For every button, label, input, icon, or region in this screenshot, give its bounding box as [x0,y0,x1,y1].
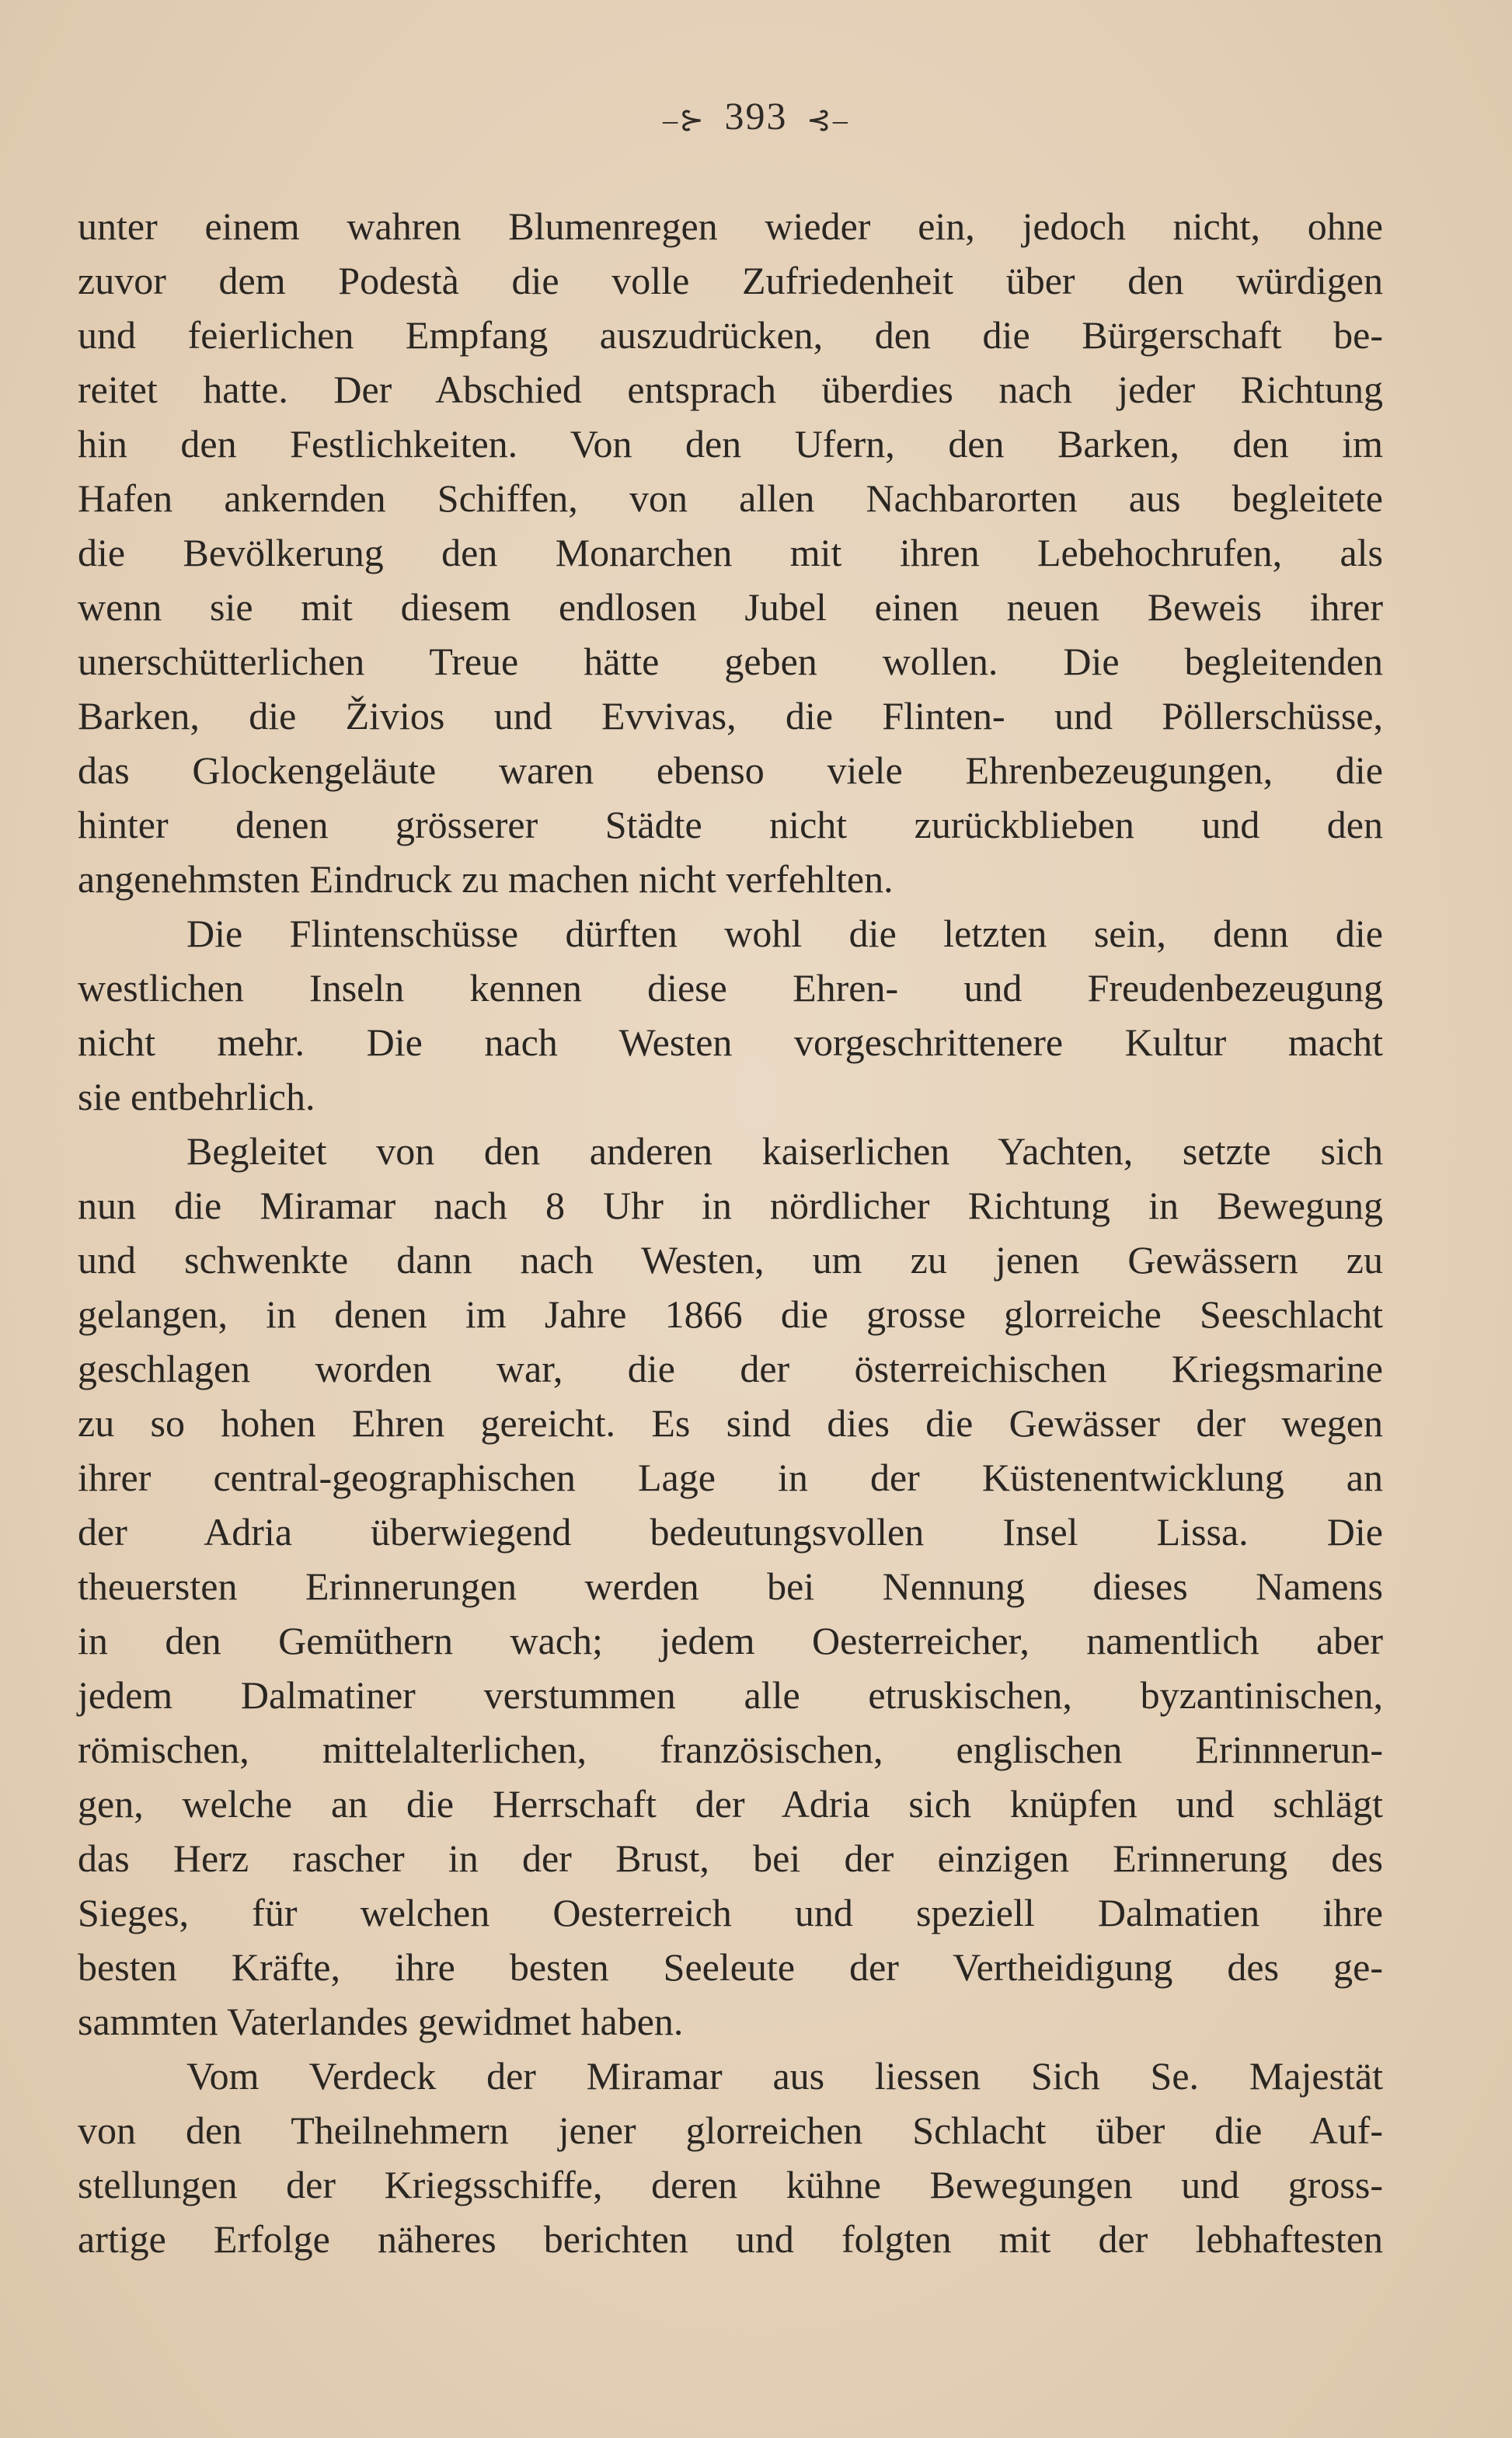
body-text [78,199,1383,2266]
text-line: die Bevölkerung den Monarchen mit ihren Lebehochrufen, als [78,531,1383,574]
text-line: westlichen Inseln kennen diese Ehren- und Freudenbezeugung [78,966,1383,1010]
text-line: Die Flintenschüsse dürften wohl die letzten sein, denn die [186,912,1383,955]
text-line: das Herz rascher in der Brust, bei der einzigen Erinnerung des [78,1836,1383,1880]
text-line: zuvor dem Podestà die volle Zufriedenheit über den würdigen [78,259,1383,302]
text-line: hinter denen grösserer Städte nicht zurückblieben und den [78,803,1383,846]
text-line: angenehmsten Eindruck zu machen nicht verfehlten. [78,857,894,901]
text-line: Barken, die Živios und Evvivas, die Flinten- und Pöllerschüsse, [78,694,1383,738]
text-line: hin den Festlichkeiten. Von den Ufern, den Barken, den im [78,422,1383,466]
text-line: geschlagen worden war, die der österreichischen Kriegsmarine [78,1347,1383,1390]
text-line: von den Theilnehmern jener glorreichen Schlacht über die Auf- [78,2108,1383,2152]
text-line: reitet hatte. Der Abschied entsprach überdies nach jeder Richtung [78,368,1383,411]
text-line: Vom Verdeck der Miramar aus liessen Sich Se. Majestät [186,2054,1383,2098]
text-line: unerschütterlichen Treue hätte geben wollen. Die begleitenden [78,640,1383,683]
text-line: Hafen ankernden Schiffen, von allen Nachbarorten aus begleitete [78,476,1383,520]
text-line: in den Gemüthern wach; jedem Oesterreicher, namentlich aber [78,1619,1383,1662]
text-line: sammten Vaterlandes gewidmet haben. [78,2000,684,2043]
text-line: sie entbehrlich. [78,1075,315,1118]
text-line: und feierlichen Empfang auszudrücken, den die Bürgerschaft be- [78,313,1383,357]
text-line: theuersten Erinnerungen werden bei Nennung dieses Namens [78,1564,1383,1608]
page-number: 393 [724,94,788,138]
page-header [0,93,1512,138]
text-line: das Glockengeläute waren ebenso viele Ehrenbezeugungen, die [78,748,1383,792]
text-line: artige Erfolge näheres berichten und folgten mit der lebhaftesten [78,2217,1383,2261]
text-line: gelangen, in denen im Jahre 1866 die grosse glorreiche Seeschlacht [78,1292,1383,1336]
text-line: zu so hohen Ehren gereicht. Es sind dies die Gewässer der wegen [78,1401,1383,1445]
text-line: römischen, mittelalterlichen, französischen, englischen Erinnnerun- [78,1728,1383,1771]
text-line: stellungen der Kriegsschiffe, deren kühne Bewegungen und gross- [78,2163,1383,2206]
text-line: unter einem wahren Blumenregen wieder ein, jedoch nicht, ohne [78,204,1383,248]
ornament-right-icon: ⊰– [807,104,849,138]
ornament-left-icon: –⊱ [663,104,705,138]
text-line: wenn sie mit diesem endlosen Jubel einen neuen Beweis ihrer [78,585,1383,629]
text-line: nicht mehr. Die nach Westen vorgeschrittenere Kultur macht [78,1020,1383,1064]
text-line: gen, welche an die Herrschaft der Adria sich knüpfen und schlägt [78,1782,1383,1826]
text-line: und schwenkte dann nach Westen, um zu jenen Gewässern zu [78,1238,1383,1282]
text-line: Begleitet von den anderen kaiserlichen Yachten, setzte sich [186,1129,1383,1173]
text-line: besten Kräfte, ihre besten Seeleute der Vertheidigung des ge- [78,1945,1383,1989]
text-line: der Adria überwiegend bedeutungsvollen Insel Lissa. Die [78,1510,1383,1554]
text-line: Sieges, für welchen Oesterreich und speziell Dalmatien ihre [78,1891,1383,1934]
text-line: jedem Dalmatiner verstummen alle etruskischen, byzantinischen, [78,1673,1383,1717]
text-line: ihrer central-geographischen Lage in der Küstenentwicklung an [78,1456,1383,1499]
text-line: nun die Miramar nach 8 Uhr in nördlicher Richtung in Bewegung [78,1184,1383,1227]
